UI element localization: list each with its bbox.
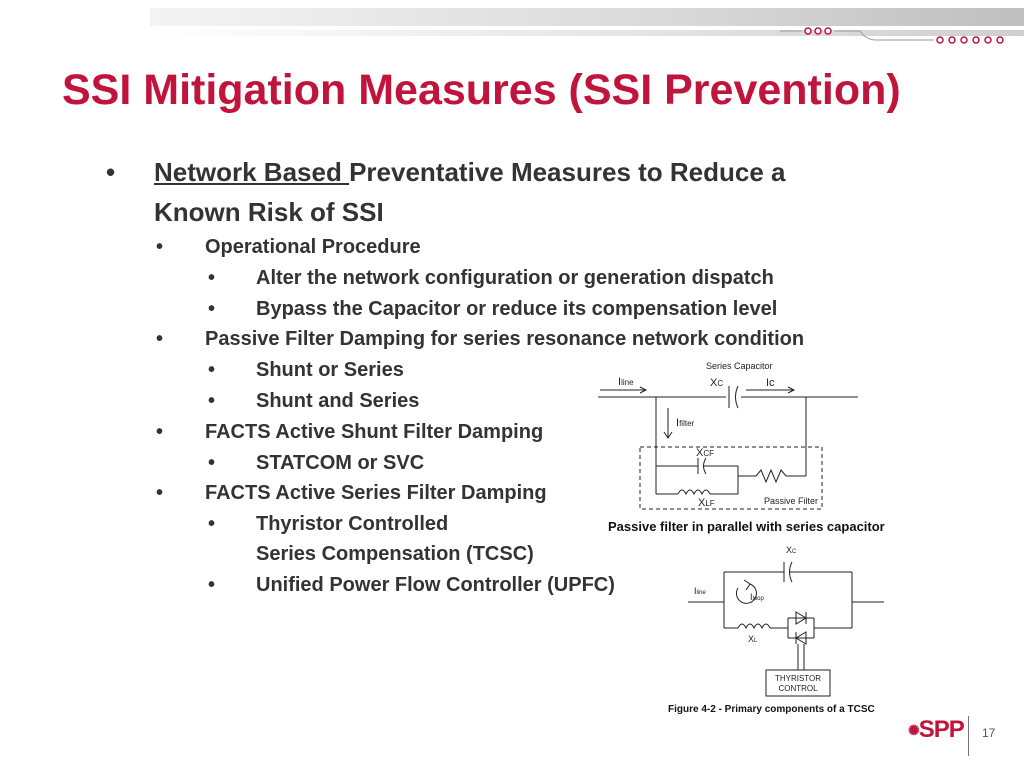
i-filter-label: Ifilter <box>676 417 695 429</box>
passive-filter-diagram <box>598 356 868 516</box>
page-number: 17 <box>982 726 996 740</box>
bullet-text: Operational Procedure <box>205 236 421 258</box>
bullet-text: Unified Power Flow Controller (UPFC) <box>256 574 615 596</box>
diagram1-caption: Passive filter in parallel with series capacitor <box>608 519 885 534</box>
logo-mark-icon: ✺ <box>908 722 919 739</box>
slide-title: SSI Mitigation Measures (SSI Prevention) <box>62 66 901 114</box>
bullet-dot: • <box>156 328 164 350</box>
ic-label: Ic <box>766 377 775 389</box>
header-dots-decoration <box>780 18 1024 48</box>
bullet-dot: • <box>208 267 216 289</box>
xc-label: XC <box>786 545 797 555</box>
bullet-dot: • <box>208 359 216 381</box>
bullet-text: Shunt or Series <box>256 359 404 381</box>
bullet-text: Passive Filter Damping for series resonance network condition <box>205 328 805 350</box>
tcsc-diagram <box>688 542 888 702</box>
footer-divider <box>968 716 969 756</box>
bullet-dot: • <box>208 390 216 412</box>
bullet-dot: • <box>106 157 116 187</box>
xl-label: XL <box>748 634 758 644</box>
bullet-dot: • <box>156 421 164 443</box>
bullet-text: Shunt and Series <box>256 390 420 412</box>
iloop-label: Iloop <box>750 592 764 602</box>
main-text: Preventative Measures to Reduce a <box>349 157 786 187</box>
series-capacitor-label: Series Capacitor <box>706 361 773 371</box>
iline-label: Iline <box>694 586 706 596</box>
thyristor-control-line1: THYRISTOR <box>774 674 822 683</box>
diagram2-caption: Figure 4-2 - Primary components of a TCSC <box>668 704 875 715</box>
bullet-text: STATCOM or SVC <box>256 452 425 474</box>
xc-label: XC <box>710 377 724 389</box>
i-line-label: Iline <box>618 376 634 388</box>
bullet-dot: • <box>208 452 216 474</box>
bullet-dot: • <box>208 574 216 596</box>
bullet-dot: • <box>156 236 164 258</box>
bullet-tcsc-line2: Series Compensation (TCSC) <box>256 543 534 565</box>
passive-filter-label: Passive Filter <box>764 496 819 506</box>
underlined-text: Network Based <box>154 157 350 187</box>
bullet-main-line2: Known Risk of SSI <box>154 197 384 227</box>
bullet-text: Alter the network configuration or generation dispatch <box>256 267 774 289</box>
bullet-text: Thyristor Controlled <box>256 513 449 535</box>
logo-text: SPP <box>918 716 964 743</box>
xlf-label: XLF <box>698 497 715 509</box>
spp-logo <box>908 716 964 744</box>
bullet-text: FACTS Active Series Filter Damping <box>205 482 547 504</box>
thyristor-control-line2: CONTROL <box>778 684 818 693</box>
bullet-text: FACTS Active Shunt Filter Damping <box>205 421 544 443</box>
bullet-dot: • <box>156 482 164 504</box>
bullet-dot: • <box>208 298 216 320</box>
bullet-text: Bypass the Capacitor or reduce its compensation level <box>256 298 778 320</box>
xcf-label: XCF <box>696 447 715 459</box>
bullet-dot: • <box>208 513 216 535</box>
